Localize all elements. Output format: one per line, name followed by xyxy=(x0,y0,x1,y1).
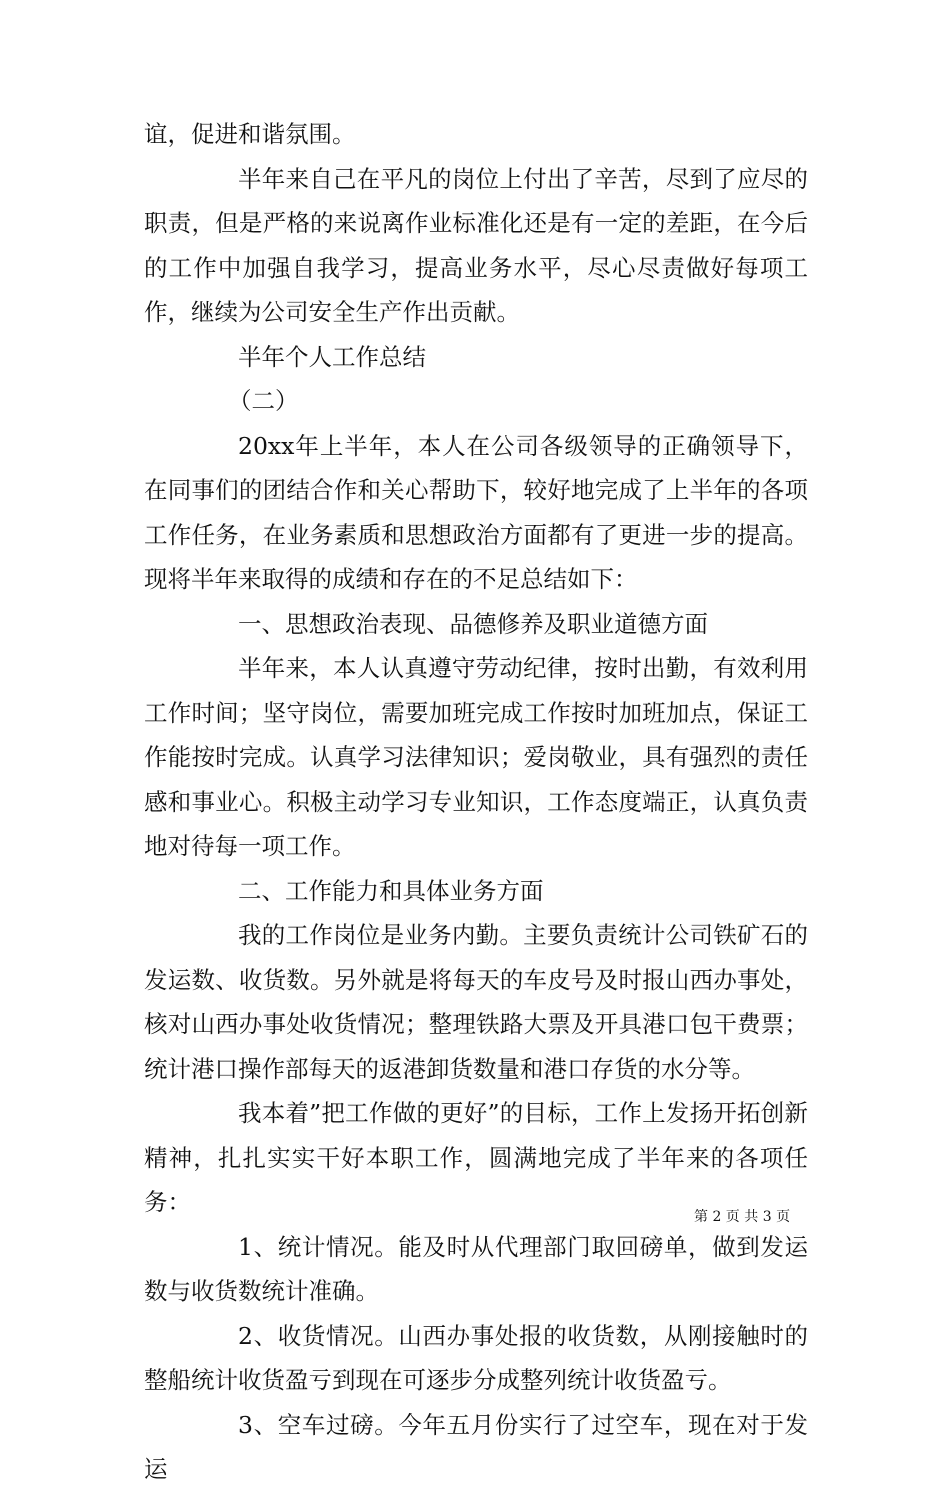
section-subtitle: （二） xyxy=(228,387,299,415)
paragraph-continuation: 谊，促进和谐氛围。 xyxy=(144,120,356,148)
paragraph-job-duties: 我的工作岗位是业务内勤。主要负责统计公司铁矿石的发运数、收货数。另外就是将每天的车皮号及时报山西办事处，核对山西办事处收货情况；整理铁路大票及开具港口包干费票；统计港口操作部每天的返港卸货数量和港口存货的水分等。 xyxy=(144,921,808,1083)
heading-political: 一、思想政治表现、品德修养及职业道德方面 xyxy=(238,609,708,638)
paragraph-intro: 20xx年上半年，本人在公司各级领导的正确领导下，在同事们的团结合作和关心帮助下，较好地完成了上半年的各项工作任务，在业务素质和思想政治方面都有了更进一步的提高。现将半年来取得的成绩和存在的不足总结如下： xyxy=(144,431,808,593)
list-item-statistics: 1、统计情况。能及时从代理部门取回磅单，做到发运数与收货数统计准确。 xyxy=(144,1232,808,1305)
heading-work-ability: 二、工作能力和具体业务方面 xyxy=(238,876,544,905)
list-item-receiving: 2、收货情况。山西办事处报的收货数，从刚接触时的整船统计收货盈亏到现在可逐步分成整列统计收货盈亏。 xyxy=(144,1321,808,1394)
page-number-footer: 第 2 页 共 3 页 xyxy=(694,1209,791,1225)
paragraph-summary-first-half: 半年来自己在平凡的岗位上付出了辛苦，尽到了应尽的职责，但是严格的来说离作业标准化还是有一定的差距，在今后的工作中加强自我学习，提高业务水平，尽心尽责做好每项工作，继续为公司安全生产作出贡献。 xyxy=(144,164,808,326)
document-body xyxy=(144,112,808,1492)
paragraph-goal: 我本着”把工作做的更好”的目标，工作上发扬开拓创新精神，扎扎实实干好本职工作，圆满地完成了半年来的各项任务： xyxy=(144,1099,808,1216)
section-title: 半年个人工作总结 xyxy=(238,342,426,371)
list-item-empty-weighing: 3、空车过磅。今年五月份实行了过空车，现在对于发运 xyxy=(144,1410,808,1483)
paragraph-political: 半年来，本人认真遵守劳动纪律，按时出勤，有效利用工作时间；坚守岗位，需要加班完成工作按时加班加点，保证工作能按时完成。认真学习法律知识；爱岗敬业，具有强烈的责任感和事业心。积极主动学习专业知识，工作态度端正，认真负责地对待每一项工作。 xyxy=(144,654,808,860)
